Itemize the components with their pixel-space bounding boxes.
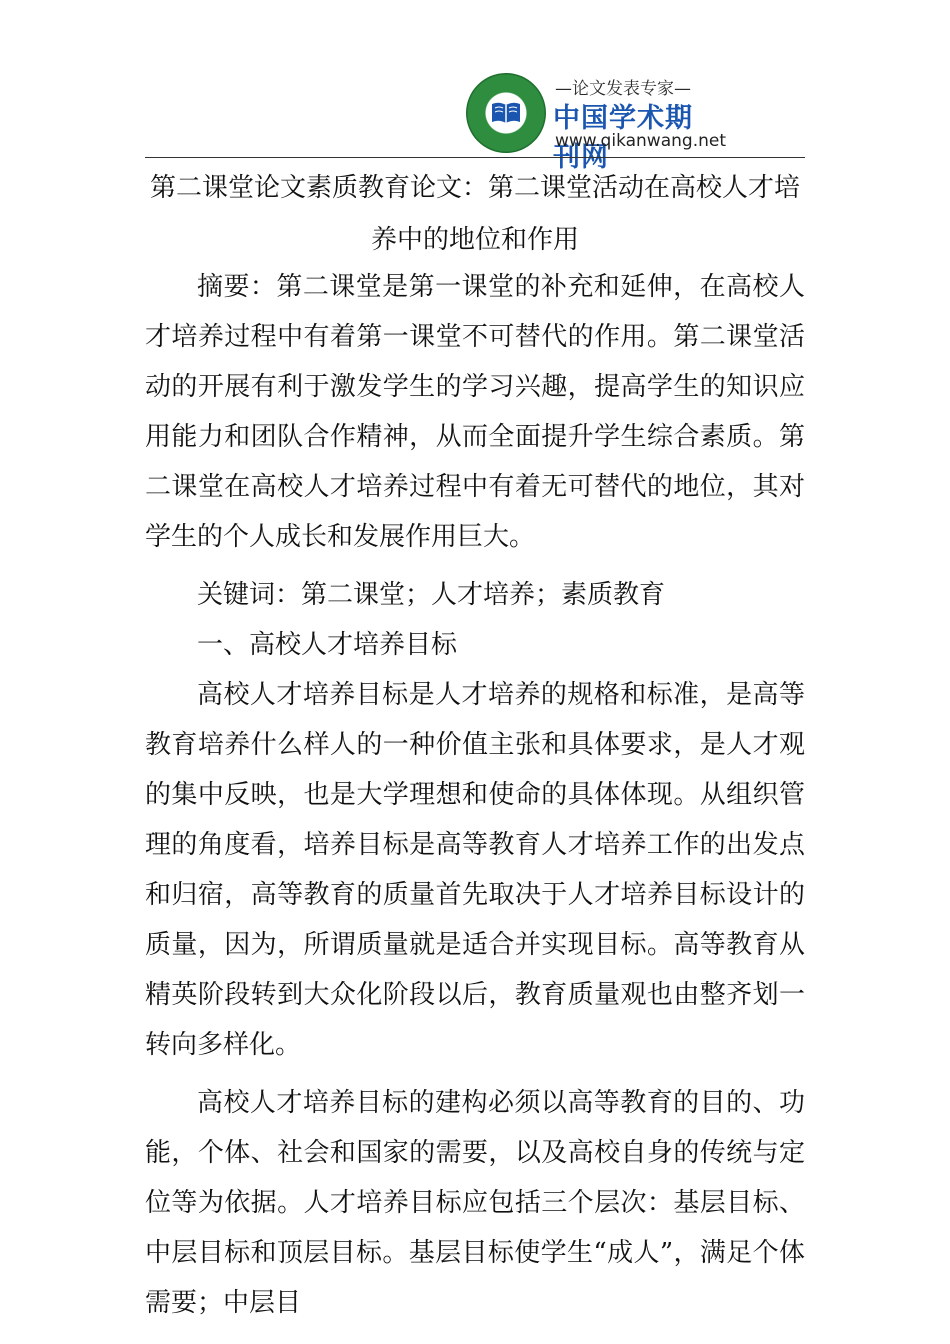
document-title: 第二课堂论文素质教育论文：第二课堂活动在高校人才培养中的地位和作用 bbox=[149, 173, 800, 255]
logo-url: www.qikanwang.net bbox=[555, 131, 726, 151]
qikanwang-logo bbox=[463, 68, 726, 173]
open-book-icon bbox=[489, 100, 523, 126]
logo-emblem bbox=[466, 73, 546, 153]
logo-slogan: —论文发表专家— bbox=[555, 79, 691, 99]
header-divider bbox=[145, 157, 805, 158]
document-body bbox=[145, 262, 805, 1328]
keywords-line: 关键词：第二课堂；人才培养；素质教育 bbox=[197, 580, 666, 610]
abstract-paragraph: 摘要：第二课堂是第一课堂的补充和延伸，在高校人才培养过程中有着第一课堂不可替代的作用。第二课堂活动的开展有利于激发学生的学习兴趣，提高学生的知识应用能力和团队合作精神，从而全面提升学生综合素质。第二课堂在高校人才培养过程中有着无可替代的地位，其对学生的个人成长和发展作用巨大。 bbox=[145, 272, 805, 552]
section-heading: 一、高校人才培养目标 bbox=[197, 630, 458, 660]
page-header bbox=[0, 0, 950, 173]
logo-brand-name: 中国学术期刊网 bbox=[553, 103, 693, 173]
body-paragraph-1: 高校人才培养目标是人才培养的规格和标准，是高等教育培养什么样人的一种价值主张和具体要求，是人才观的集中反映，也是大学理想和使命的具体体现。从组织管理的角度看，培养目标是高等教育人才培养工作的出发点和归宿，高等教育的质量首先取决于人才培养目标设计的质量，因为，所谓质量就是适合并实现目标。高等教育从精英阶段转到大众化阶段以后，教育质量观也由整齐划一转向多样化。 bbox=[145, 680, 805, 1060]
body-paragraph-2: 高校人才培养目标的建构必须以高等教育的目的、功能，个体、社会和国家的需要，以及高校自身的传统与定位等为依据。人才培养目标应包括三个层次：基层目标、中层目标和顶层目标。基层目标使学生“成人”，满足个体需要；中层目 bbox=[145, 1088, 805, 1318]
